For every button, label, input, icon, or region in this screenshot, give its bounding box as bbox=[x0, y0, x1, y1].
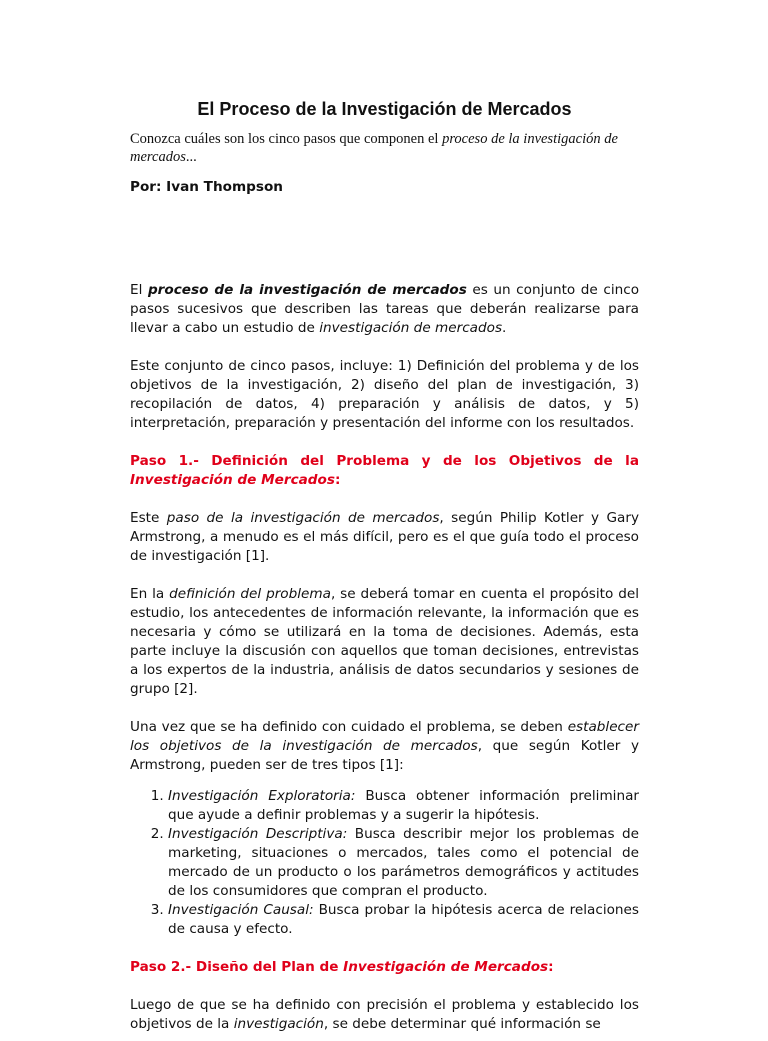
emphasis: proceso de la investigación de mercados bbox=[147, 282, 467, 298]
list-term: Investigación Exploratoria: bbox=[168, 788, 356, 804]
heading-step-1 bbox=[130, 452, 639, 490]
list-term: Investigación Causal: bbox=[168, 902, 314, 918]
emphasis: Investigación de Mercados bbox=[343, 959, 549, 975]
paragraph-step2 bbox=[130, 996, 639, 1034]
paragraph-step1-a bbox=[130, 509, 639, 566]
text: : bbox=[334, 472, 341, 488]
emphasis: investigación de mercados bbox=[319, 320, 503, 336]
research-types-list bbox=[130, 787, 639, 939]
document-page bbox=[130, 0, 639, 1041]
text: , se deberá tomar en cuenta el propósito del estudio, los antecedentes de información relevante, la información que es necesaria y cómo se utilizará en la toma de decisiones. Además, esta parte incluye la discusión con aquellos que toman decisiones, entrevistas a los expertos de la industria, análisis de datos secundarios y sesiones de grupo [2]. bbox=[130, 586, 639, 697]
text: Este bbox=[130, 510, 167, 526]
list-item bbox=[168, 825, 639, 901]
heading-step-2 bbox=[130, 958, 639, 977]
subtitle bbox=[130, 130, 639, 166]
paragraph-steps: Este conjunto de cinco pasos, incluye: 1) Definición del problema y de los objetivos de la investigación, 2) diseño del plan de investigación, 3) recopilación de datos, 4) preparación y análisis de datos, y 5) interpretación, preparación y presentación del informe con los resultados. bbox=[130, 358, 639, 431]
emphasis: establecer los objetivos de la investigación de mercados bbox=[130, 719, 639, 754]
list-item bbox=[168, 787, 639, 825]
list-text: Busca obtener información preliminar que ayude a definir problemas y a sugerir la hipótesis. bbox=[168, 788, 639, 823]
text: Paso 2.- Diseño del Plan de bbox=[130, 959, 344, 975]
text: Luego de que se ha definido con precisión el problema y establecido los objetivos de la bbox=[130, 997, 639, 1032]
text: es un conjunto de cinco pasos sucesivos que describen las tareas que deberán realizarse para llevar a cabo un estudio de bbox=[130, 282, 640, 336]
list-item bbox=[168, 901, 639, 939]
emphasis: paso de la investigación de mercados bbox=[166, 510, 440, 526]
text: En la bbox=[130, 586, 170, 602]
subtitle-italic: proceso de la investigación de mercados bbox=[130, 131, 618, 165]
text: , se debe determinar qué información se bbox=[323, 1016, 601, 1032]
subtitle-end: ... bbox=[185, 149, 197, 165]
list-term: Investigación Descriptiva: bbox=[168, 826, 348, 842]
text: : bbox=[548, 959, 554, 975]
list-text: Busca describir mejor los problemas de marketing, situaciones o mercados, tales como el potencial de mercado de un producto o los parámetros demográficos y actitudes de los consumidores que compran el producto. bbox=[168, 826, 639, 899]
text: . bbox=[502, 320, 507, 336]
paragraph-step1-b bbox=[130, 585, 639, 699]
text: Una vez que se ha definido con cuidado el problema, se deben bbox=[130, 719, 568, 735]
emphasis: Investigación de Mercados bbox=[130, 472, 335, 488]
document-title: El Proceso de la Investigación de Mercados bbox=[197, 99, 572, 119]
text: , según Philip Kotler y Gary Armstrong, a menudo es el más difícil, pero es el que guía todo el proceso de investigación [1]. bbox=[130, 510, 640, 564]
paragraph-step1-c bbox=[130, 718, 639, 775]
emphasis: definición del problema bbox=[169, 586, 331, 602]
text: Paso 1.- Definición del Problema y de los Objetivos de la bbox=[130, 453, 639, 469]
subtitle-text: Conozca cuáles son los cinco pasos que componen el bbox=[130, 131, 443, 147]
text: El bbox=[130, 282, 148, 298]
paragraph-intro bbox=[130, 281, 639, 338]
list-text: Busca probar la hipótesis acerca de relaciones de causa y efecto. bbox=[168, 902, 639, 937]
text: , que según Kotler y Armstrong, pueden ser de tres tipos [1]: bbox=[130, 738, 639, 773]
emphasis: investigación bbox=[233, 1016, 324, 1032]
author: Por: Ivan Thompson bbox=[130, 179, 283, 195]
